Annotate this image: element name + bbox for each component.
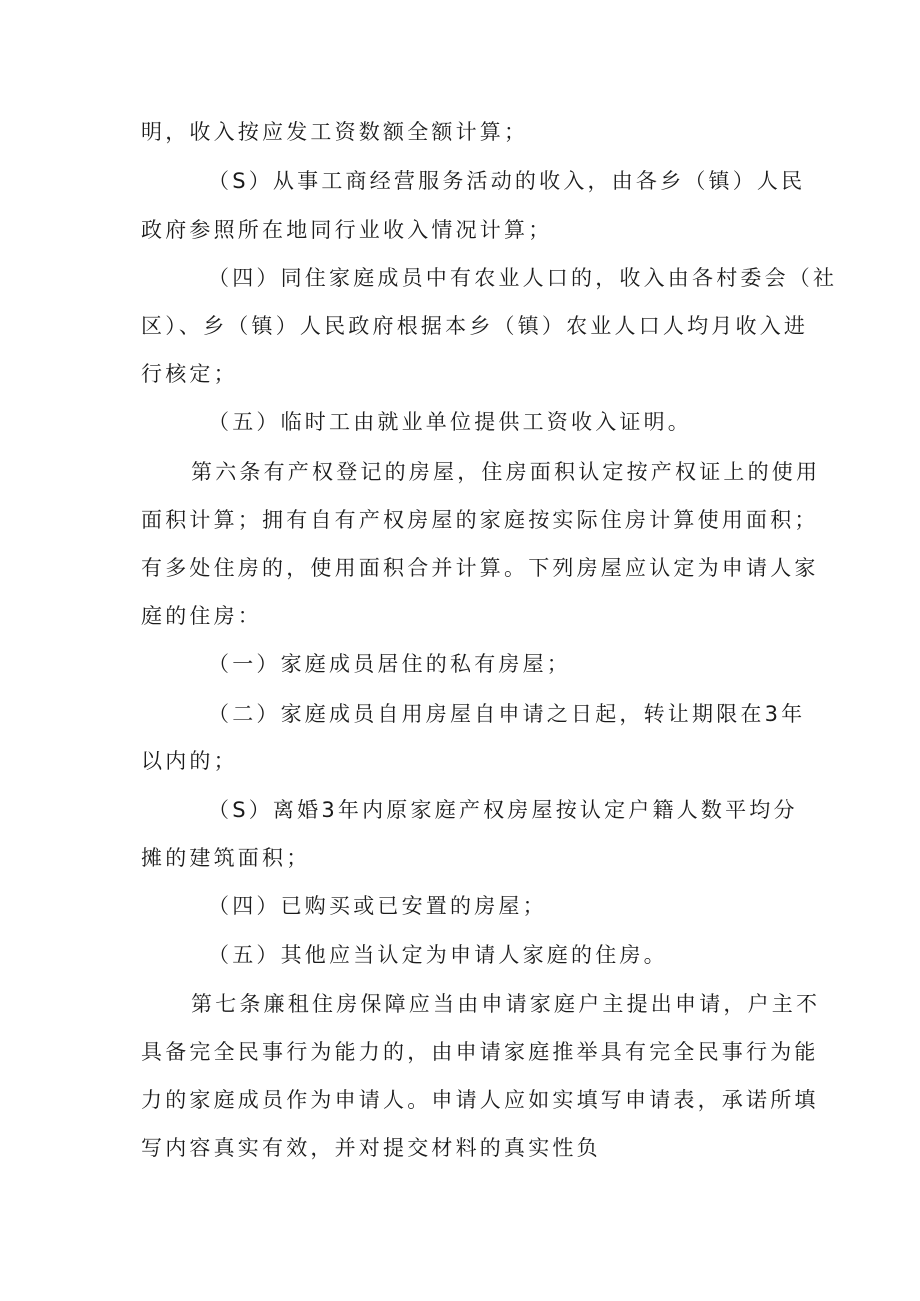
text-line: （S）从事工商经营服务活动的收入，由各乡（镇）人民 [208,169,806,193]
text-line: 行核定； [141,362,238,386]
text-line: 政府参照所在地同行业收入情况计算； [141,218,553,242]
text-line: 面积计算；拥有自有产权房屋的家庭按实际住房计算使用面积； [141,508,819,532]
text-line: 第七条廉租住房保障应当由申请家庭户主提出申请，户主不 [191,992,821,1016]
text-line: 具备完全民事行为能力的，由申请家庭推举具有完全民事行为能 [141,1040,819,1064]
text-line: 区）、乡（镇）人民政府根据本乡（镇）农业人口人均月收入进 [141,314,809,338]
text-line: （一）家庭成员居住的私有房屋； [208,652,571,676]
text-line: 庭的住房： [141,604,262,628]
text-line: （五）其他应当认定为申请人家庭的住房。 [208,943,668,967]
text-line: 写内容真实有效，并对提交材料的真实性负 [141,1136,601,1160]
text-line: 摊的建筑面积； [141,846,311,870]
text-line: 以内的； [141,749,238,773]
text-line: 明，收入按应发工资数额全额计算； [141,120,529,144]
text-line: 有多处住房的，使用面积合并计算。下列房屋应认定为申请人家 [141,556,819,580]
text-line: 力的家庭成员作为申请人。申请人应如实填写申请表，承诺所填 [141,1088,819,1112]
text-line: （四）已购买或已安置的房屋； [208,894,547,918]
text-line: （二）家庭成员自用房屋自申请之日起，转让期限在3年 [208,702,806,726]
text-line: 第六条有产权登记的房屋，住房面积认定按产权证上的使用 [191,460,821,484]
text-line: （四）同住家庭成员中有农业人口的，收入由各村委会（社 [208,266,838,290]
text-line: （五）临时工由就业单位提供工资收入证明。 [208,410,692,434]
text-line: （S）离婚3年内原家庭产权房屋按认定户籍人数平均分 [208,798,798,822]
